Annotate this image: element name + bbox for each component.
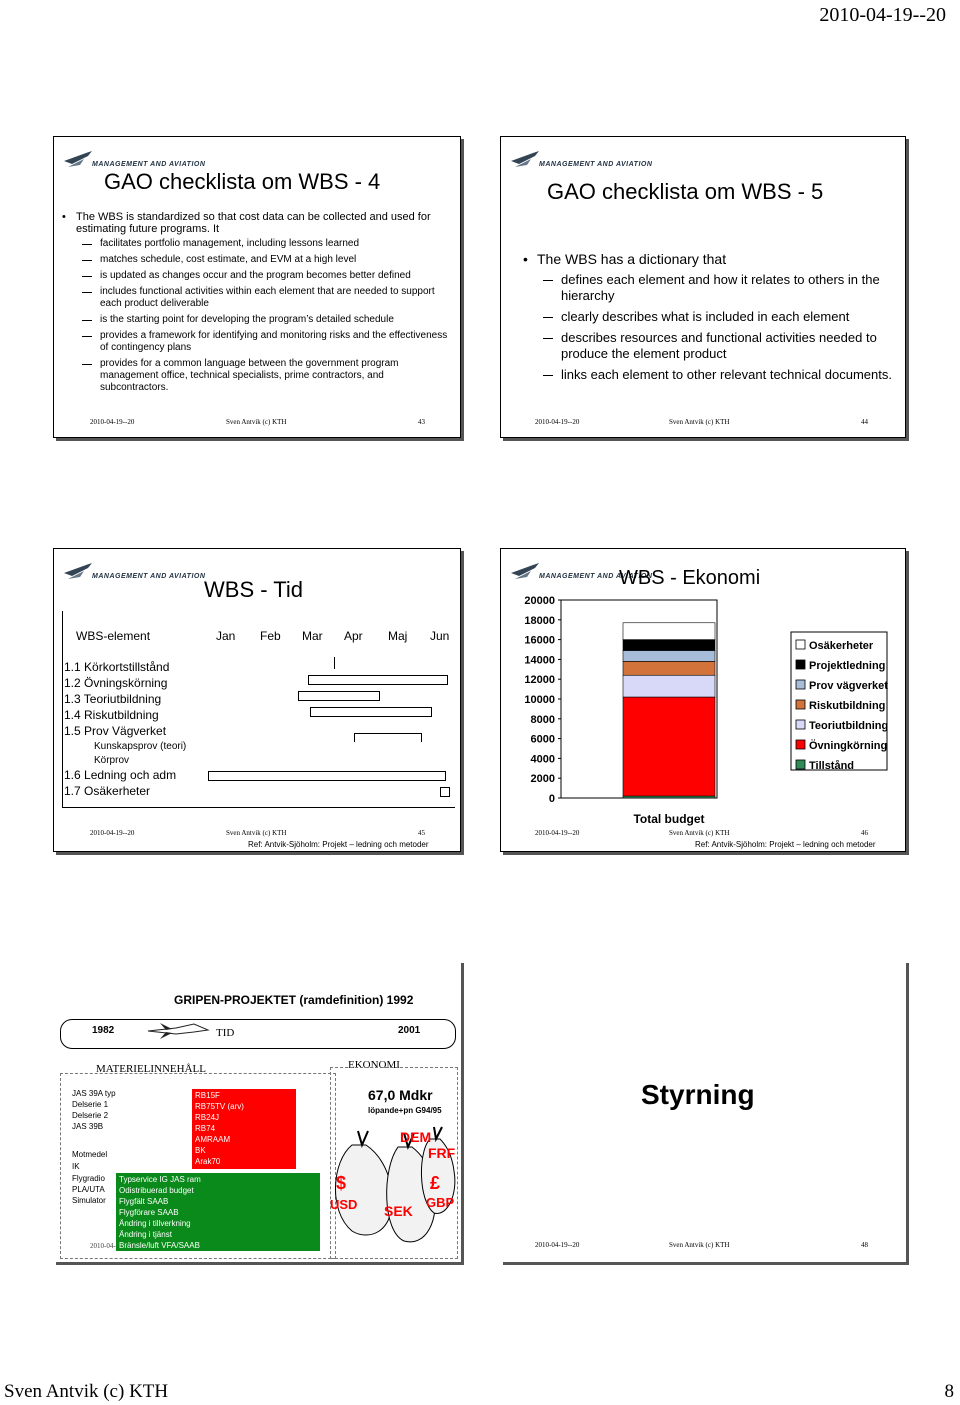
gantt-bar	[310, 707, 432, 717]
slide-footer-author: Sven Antvik (c) KTH	[226, 418, 287, 426]
money-subtitle: löpande+pn G94/95	[368, 1106, 442, 1115]
green-item: Bränsle/luft VFA/SAAB	[119, 1241, 200, 1250]
slide-footer-date-fragment: 2010-04-	[90, 1242, 116, 1250]
bar-segment	[623, 697, 715, 796]
sub-item: matches schedule, cost estimate, and EVM at a high level	[62, 254, 450, 266]
bullet-item: • The WBS has a dictionary that	[523, 251, 893, 267]
bar-segment	[623, 650, 715, 661]
red-item: RB74	[195, 1124, 216, 1133]
slide-footer-author: Sven Antvik (c) KTH	[669, 1241, 730, 1249]
year-start: 1982	[92, 1025, 115, 1036]
currency-frf: FRF	[428, 1145, 456, 1161]
slide-number: 45	[418, 829, 425, 837]
slide-title: WBS - Tid	[204, 577, 304, 602]
wbs-row-label: 1.7 Osäkerheter	[64, 784, 151, 798]
slide-44	[500, 136, 906, 438]
green-item: Ändring i tjänst	[119, 1230, 172, 1239]
slide-reference: Ref: Antvik-Sjöholm: Projekt – ledning och metoder	[248, 840, 429, 849]
y-tick-label: 18000	[524, 614, 555, 627]
wbs-row-label: 1.4 Riskutbildning	[64, 708, 159, 722]
slide-footer-date: 2010-04-19--20	[535, 829, 580, 837]
red-item: AMRAAM	[195, 1135, 231, 1144]
sub-item: provides a framework for identifying and monitoring risks and the effectiveness of contingency plans	[62, 330, 450, 354]
gantt-bar	[298, 691, 380, 701]
y-tick-label: 6000	[530, 733, 555, 746]
legend-swatch	[796, 700, 805, 709]
y-tick-label: 14000	[524, 654, 555, 667]
slide-reference: Ref: Antvik-Sjöholm: Projekt – ledning och metoder	[695, 840, 876, 849]
bar-segment	[623, 640, 715, 651]
red-item: RB75TV (arv)	[195, 1102, 244, 1111]
logo-text: MANAGEMENT AND AVIATION	[92, 573, 206, 580]
legend-swatch	[796, 660, 805, 669]
slide-footer-date: 2010-04-19--20	[535, 418, 580, 426]
month-label: Maj	[388, 629, 408, 643]
sub-item: is the starting point for developing the program’s detailed schedule	[62, 314, 450, 326]
legend-label: Tillstånd	[809, 760, 855, 772]
y-tick-label: 16000	[524, 634, 555, 647]
red-item: Arak70	[195, 1157, 221, 1166]
item-label: IK	[72, 1162, 80, 1171]
logo	[509, 143, 669, 183]
green-item: Flygförare SAAB	[119, 1208, 179, 1217]
legend-label: Prov vägverket	[809, 680, 888, 692]
currency-gbp: GBP	[426, 1195, 455, 1210]
gantt-bracket	[354, 733, 422, 742]
wbs-row-label: 1.1 Körkortstillstånd	[64, 660, 170, 674]
item-label: Delserie 1	[72, 1100, 109, 1109]
y-tick-label: 2000	[530, 773, 555, 786]
logo	[62, 555, 222, 595]
wbs-row-label: 1.6 Ledning och adm	[64, 768, 177, 782]
legend-label: Teoriutbildning	[809, 720, 889, 732]
month-label: Jun	[430, 629, 450, 643]
sub-item: provides for a common language between the government program management office, technical specialists, prime contractors, and subcontractors.	[62, 358, 450, 394]
slide-title: GAO checklista om WBS - 5	[547, 179, 824, 204]
page-number: 8	[944, 1381, 954, 1402]
slide-footer-date: 2010-04-19--20	[90, 829, 135, 837]
y-tick-label: 12000	[524, 674, 555, 687]
y-tick-label: 4000	[530, 753, 555, 766]
red-item: RB15F	[195, 1091, 220, 1100]
legend-swatch	[796, 640, 805, 649]
item-label: Motmedel	[72, 1150, 108, 1159]
sub-item: clearly describes what is included in each element	[523, 309, 893, 325]
slide-number: 46	[861, 829, 868, 837]
item-label: Delserie 2	[72, 1111, 109, 1120]
y-tick-label: 8000	[530, 713, 555, 726]
logo-text: MANAGEMENT AND AVIATION	[539, 573, 653, 580]
gantt-bar	[308, 675, 448, 685]
wbs-row-label: Körprov	[94, 755, 130, 766]
sub-item: is updated as changes occur and the program becomes better defined	[62, 270, 450, 282]
x-category-label: Total budget	[633, 812, 705, 826]
wbs-row-label: 1.3 Teoriutbildning	[64, 692, 162, 706]
slide-footer-date: 2010-04-19--20	[90, 418, 135, 426]
slide-46	[500, 548, 906, 852]
y-tick-label: 0	[548, 793, 555, 805]
jet-icon	[146, 1021, 210, 1041]
y-tick-label: 10000	[524, 694, 555, 706]
sub-item: links each element to other relevant technical documents.	[523, 367, 893, 383]
wbs-row-label: 1.2 Övningskörning	[64, 676, 168, 690]
page-header-date: 2010-04-19--20	[819, 4, 946, 26]
green-item: Odistribuerad budget	[119, 1186, 194, 1195]
stacked-bar-chart	[501, 549, 905, 829]
slide-footer-date: 2010-04-19--20	[535, 1241, 580, 1249]
legend-label: Övningkörning	[809, 740, 888, 752]
gripen-title: GRIPEN-PROJEKTET (ramdefinition) 1992	[174, 993, 414, 1007]
bullet-item: • The WBS is standardized so that cost data can be collected and used for estimating future programs. It	[62, 211, 450, 235]
plane-logo-icon	[62, 147, 94, 173]
slide-footer-author: Sven Antvik (c) KTH	[669, 418, 730, 426]
sub-item: includes functional activities within each element that are needed to support each product deliverable	[62, 286, 450, 310]
currency-pound-sign: £	[430, 1173, 441, 1193]
red-item: BK	[195, 1146, 206, 1155]
legend-label: Osäkerheter	[809, 640, 874, 652]
ekonomi-label: EKONOMI	[348, 1059, 400, 1071]
bar-segment	[623, 623, 715, 640]
slide-title: GAO checklista om WBS - 4	[104, 169, 381, 194]
bar-segment	[623, 661, 715, 675]
slide-48	[500, 960, 906, 1262]
slide-47	[53, 960, 461, 1262]
currency-dem: DEM	[400, 1129, 432, 1145]
green-item: Ändring i tillverkning	[119, 1219, 191, 1228]
green-item: Typservice IG JAS ram	[119, 1175, 201, 1184]
sub-item: describes resources and functional activities needed to produce the element product	[523, 330, 893, 362]
timeline-bar	[60, 1019, 456, 1049]
legend-swatch	[796, 720, 805, 729]
slide-45	[53, 548, 461, 852]
page-footer-author: Sven Antvik (c) KTH	[4, 1381, 169, 1402]
legend-label: Projektledning	[809, 660, 886, 672]
gantt-bar	[208, 771, 446, 781]
sub-item: defines each element and how it relates to others in the hierarchy	[523, 272, 893, 304]
legend-swatch	[796, 760, 805, 769]
bar-segment	[623, 675, 715, 697]
plane-logo-icon	[509, 147, 541, 173]
slide-footer-author: Sven Antvik (c) KTH	[226, 829, 287, 837]
bullet-list	[523, 251, 893, 383]
currency-usd: USD	[330, 1197, 358, 1212]
legend-swatch	[796, 740, 805, 749]
gantt-column-header: WBS-element	[76, 629, 151, 643]
currency-sek: SEK	[384, 1203, 413, 1219]
currency-dollar-sign: $	[336, 1173, 347, 1193]
logo-text: MANAGEMENT AND AVIATION	[92, 161, 206, 168]
money-amount: 67,0 Mdkr	[368, 1087, 433, 1103]
wbs-row-label: 1.5 Prov Vägverket	[64, 724, 167, 738]
gantt-milestone-line	[334, 657, 335, 669]
sub-item: facilitates portfolio management, including lessons learned	[62, 238, 450, 250]
red-item: RB24J	[195, 1113, 220, 1122]
chart-title: WBS - Ekonomi	[619, 567, 761, 589]
year-end: 2001	[398, 1025, 421, 1036]
item-label: PLA/UTA	[72, 1185, 105, 1194]
item-label: Simulator	[72, 1196, 106, 1205]
logo-text: MANAGEMENT AND AVIATION	[539, 161, 653, 168]
legend-swatch	[796, 680, 805, 689]
item-label: Flygradio	[72, 1174, 105, 1183]
slide-number: 48	[861, 1241, 868, 1249]
slide-title: Styrning	[641, 1079, 755, 1110]
month-label: Jan	[216, 629, 236, 643]
materiel-label: MATERIELINNEHÅLL	[96, 1063, 206, 1075]
gantt-bar	[440, 787, 450, 797]
item-label: JAS 39B	[72, 1122, 104, 1131]
tid-label: TID	[216, 1027, 235, 1039]
slide-43	[53, 136, 461, 438]
item-label: JAS 39A typ	[72, 1089, 116, 1098]
slide-footer-author: Sven Antvik (c) KTH	[669, 829, 730, 837]
wbs-row-label: Kunskapsprov (teori)	[94, 741, 187, 752]
month-label: Apr	[344, 629, 363, 643]
slide-number: 44	[861, 418, 868, 426]
legend-label: Riskutbildning	[809, 700, 886, 712]
bullet-list	[62, 211, 450, 394]
y-tick-label: 20000	[524, 595, 555, 607]
plane-logo-icon	[62, 559, 94, 585]
month-label: Mar	[302, 629, 323, 643]
month-label: Feb	[260, 629, 281, 643]
slide-number: 43	[418, 418, 425, 426]
green-item: Flygfält SAAB	[119, 1197, 169, 1206]
